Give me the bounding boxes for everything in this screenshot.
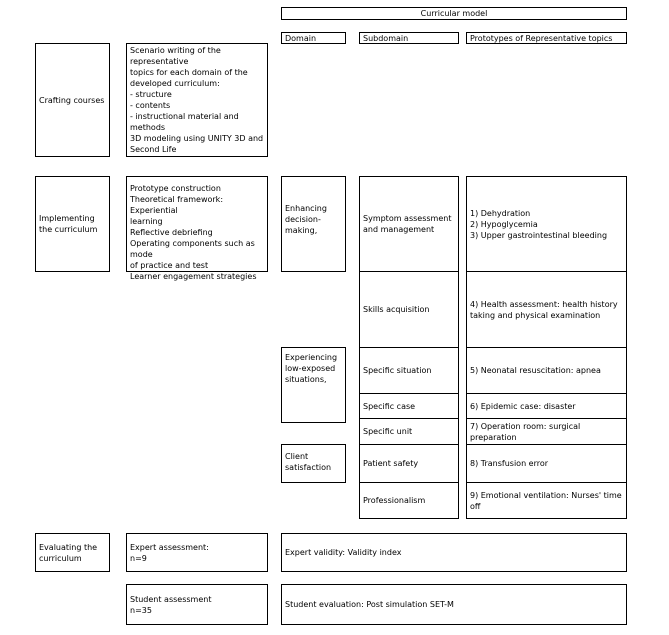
subdomain-4-label: Specific case	[363, 401, 416, 411]
stage-crafting-courses	[35, 43, 110, 157]
subdomain-professionalism	[359, 482, 459, 519]
subdomain-specific-situation	[359, 347, 459, 394]
crafting-detail: - instructional material and methods	[130, 112, 239, 132]
crafting-detail: topics for each domain of the	[130, 68, 248, 77]
domain-header	[281, 32, 346, 44]
student-assessment-box	[126, 584, 268, 625]
subdomain-patient-safety	[359, 444, 459, 483]
implementing-detail: Operating components such as mode	[130, 239, 255, 259]
stage-implementing-label: Implementing the curriculum	[39, 214, 98, 234]
prototype-item: 2) Hypoglycemia	[470, 219, 538, 229]
subdomain-5-label: Specific unit	[363, 427, 413, 436]
student-evaluation-box	[281, 584, 627, 625]
student-assessment-label: Student assessment	[130, 594, 212, 604]
prototype-2-label: 4) Health assessment: health history taking and physical examination	[470, 299, 618, 320]
prototype-5-label: 7) Operation room: surgical preparation	[470, 421, 581, 442]
domain-header-label: Domain	[285, 33, 317, 43]
subdomain-specific-unit	[359, 418, 459, 445]
prototypes-header	[466, 32, 627, 44]
implementing-detail: learning	[130, 217, 163, 226]
implementing-detail: of practice and test	[130, 261, 209, 270]
prototype-item: 1) Dehydration	[470, 208, 531, 218]
subdomain-specific-case	[359, 393, 459, 419]
implementing-detail: Reflective debriefing	[130, 228, 213, 237]
expert-validity-label: Expert validity: Validity index	[285, 548, 402, 557]
domain-3-label: Client satisfaction	[285, 452, 332, 472]
student-assessment-n: n=35	[130, 605, 152, 615]
stage-implementing	[35, 176, 110, 272]
prototypes-header-label: Prototypes of Representative topics	[470, 33, 613, 43]
crafting-detail: 3D modeling using UNITY 3D and	[130, 134, 264, 143]
subdomain-header-label: Subdomain	[363, 33, 409, 43]
prototype-3-label: 5) Neonatal resuscitation: apnea	[470, 366, 601, 375]
expert-assessment-list	[130, 542, 209, 564]
stage-crafting-label: Crafting courses	[39, 95, 105, 105]
crafting-detail: - structure	[130, 90, 172, 99]
prototype-6-label: 8) Transfusion error	[470, 459, 549, 468]
student-assessment-list	[130, 594, 211, 616]
prototype-4-label: 6) Epidemic case: disaster	[470, 401, 576, 411]
prototype-7-label: 9) Emotional ventilation: Nurses' time off	[470, 490, 622, 511]
prototype-box-7	[466, 482, 627, 519]
prototype-box-1	[466, 176, 627, 272]
crafting-detail: Scenario writing of the representative	[130, 46, 221, 66]
stage-evaluating	[35, 533, 110, 572]
crafting-details-list	[130, 45, 264, 155]
prototype-box-2	[466, 271, 627, 348]
domain-experiencing-low-exposed	[281, 347, 346, 423]
subdomain-header	[359, 32, 459, 44]
domain-1-label: Enhancing decision-making,	[285, 204, 327, 235]
implementing-details-list	[130, 183, 264, 282]
prototype-box-3	[466, 347, 627, 394]
implementing-detail: Learner engagement strategies	[130, 272, 257, 281]
prototype-box-5	[466, 418, 627, 445]
prototype-item: 3) Upper gastrointestinal bleeding	[470, 230, 608, 240]
crafting-details-box	[126, 43, 268, 157]
curricular-model-header	[281, 7, 627, 20]
curricular-model-label: Curricular model	[420, 9, 488, 18]
subdomain-skills-acquisition	[359, 271, 459, 348]
implementing-details-box	[126, 176, 268, 281]
crafting-detail: Second Life	[130, 145, 177, 154]
subdomain-3-label: Specific situation	[363, 366, 432, 375]
domain-client-satisfaction	[281, 444, 346, 483]
prototype-box-6	[466, 444, 627, 483]
student-evaluation-label: Student evaluation: Post simulation SET-M	[285, 600, 454, 609]
implementing-detail: Prototype construction	[130, 184, 221, 193]
stage-evaluating-label: Evaluating the curriculum	[39, 542, 98, 563]
crafting-detail: developed curriculum:	[130, 79, 220, 88]
domain-2-label: Experiencing low-exposed situations,	[285, 353, 338, 384]
subdomain-7-label: Professionalism	[363, 496, 426, 505]
expert-assessment-n: n=9	[130, 553, 147, 563]
domain-enhancing-decision-making	[281, 176, 346, 272]
expert-assessment-box	[126, 533, 268, 572]
implementing-detail: Theoretical framework: Experiential	[130, 195, 224, 215]
prototype-box-4	[466, 393, 627, 419]
subdomain-symptom-assessment	[359, 176, 459, 272]
crafting-detail: - contents	[130, 101, 171, 110]
expert-validity-box	[281, 533, 627, 572]
expert-assessment-label: Expert assessment:	[130, 542, 209, 552]
subdomain-2-label: Skills acquisition	[363, 305, 430, 314]
subdomain-1-label: Symptom assessment and management	[363, 214, 452, 234]
subdomain-6-label: Patient safety	[363, 459, 419, 468]
prototype-1-list	[470, 208, 607, 241]
